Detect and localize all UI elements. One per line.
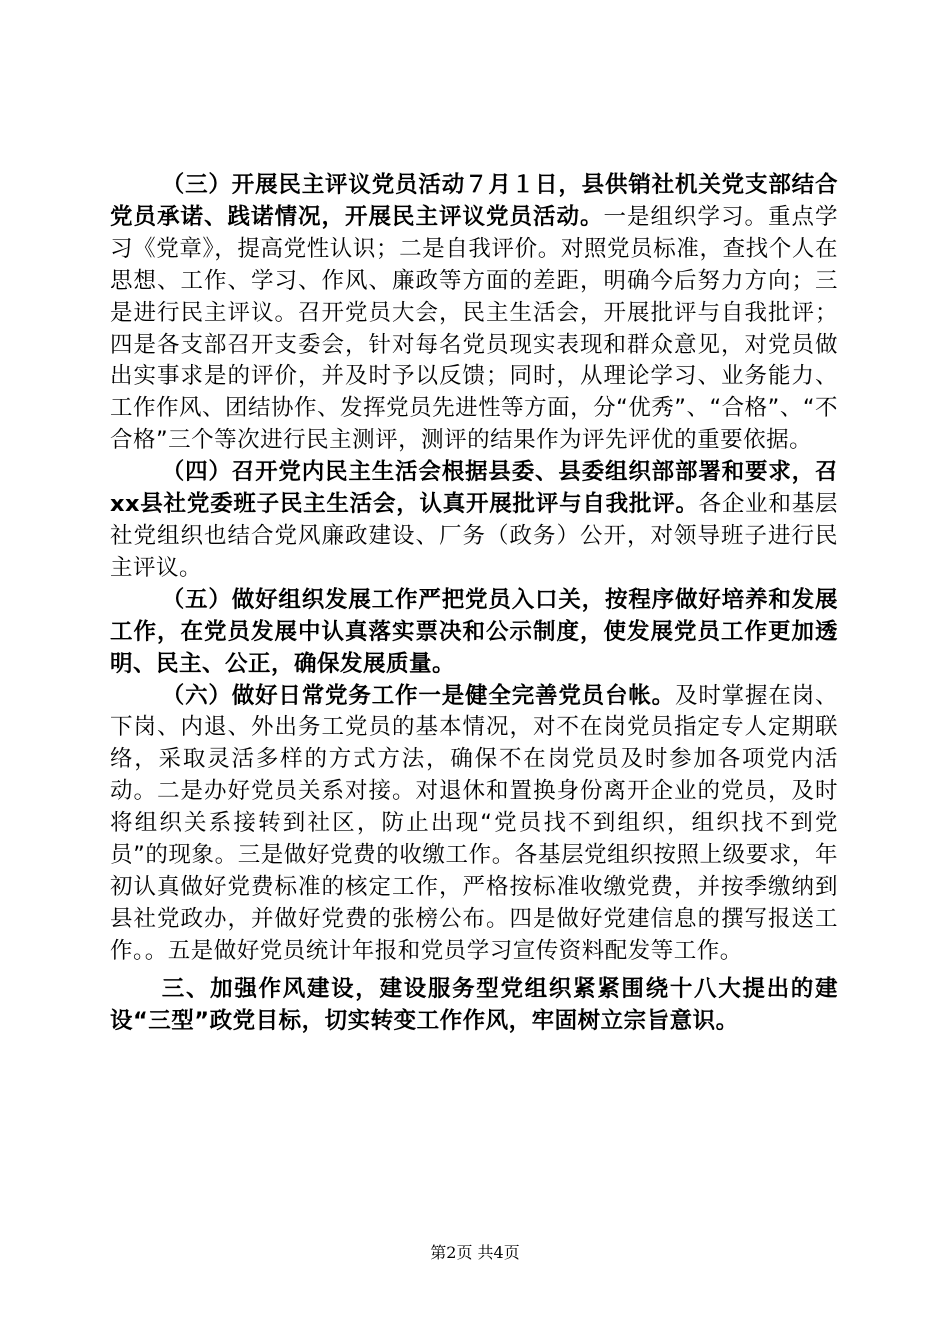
page-number-footer: 第2页 共4页 xyxy=(430,1243,520,1262)
paragraph-lead: （五）做好组织发展工作严把党员入口关，按程序做好培养和发展工作，在党员发展中认真落实票决和公示制度，使发展党员工作更加透明、民主、公正，确保发展质量。 xyxy=(110,586,838,677)
document-body xyxy=(110,170,838,1037)
paragraph-organization-development xyxy=(110,585,838,681)
paragraph-text: 一是组织学习。重点学习《党章》，提高党性认识；二是自我评价。对照党员标准，查找个人在思想、工作、学习、作风、廉政等方面的差距，明确今后努力方向；三是进行民主评议。召开党员大会，民主生活会，开展批评与自我批评；四是各支部召开支委会，针对每名党员现实表现和群众意见，对党员做出实事求是的评价，并及时予以反馈；同时，从理论学习、业务能力、工作作风、团结协作、发挥党员先进性等方面，分“优秀”、“合格”、“不合格”三个等次进行民主测评，测评的结果作为评先评优的重要依据。 xyxy=(110,203,838,454)
paragraph-democratic-review xyxy=(110,170,838,457)
paragraph-lead: （三）开展民主评议党员活动７月１日，县供销社机关党支部结合党员承诺、践诺情况，开展民主评议党员活动。 xyxy=(110,172,838,230)
paragraph-lead: （六）做好日常党务工作一是健全完善党员台帐。 xyxy=(161,682,675,709)
paragraph-text: 各企业和基层社党组织也结合党风廉政建设、厂务（政务）公开，对领导班子进行民主评议。 xyxy=(110,491,838,581)
paragraph-text: 及时掌握在岗、下岗、内退、外出务工党员的基本情况，对不在岗党员指定专人定期联络，采取灵活多样的方式方法，确保不在岗党员及时参加各项党内活动。二是办好党员关系对接。对退休和置换身份离开企业的党员，及时将组织关系接转到社区，防止出现“党员找不到组织，组织找不到党员”的现象。三是做好党费的收缴工作。各基层党组织按照上级要求，年初认真做好党费标准的核定工作，严格按标准收缴党费，并按季缴纳到县社党政办，并做好党费的张榜公布。四是做好党建信息的撰写报送工作。。五是做好党员统计年报和党员学习宣传资料配发等工作。 xyxy=(110,682,838,964)
section-heading: 三、加强作风建设，建设服务型党组织紧紧围绕十八大提出的建设“三型”政党目标，切实转变工作作风，牢固树立宗旨意识。 xyxy=(110,975,838,1034)
paragraph-democratic-life-meeting xyxy=(110,457,838,585)
paragraph-daily-party-affairs xyxy=(110,681,838,968)
paragraph-lead: （四）召开党内民主生活会根据县委、县委组织部部署和要求，召xx县社党委班子民主生活会，认真开展批评与自我批评。 xyxy=(110,459,838,518)
